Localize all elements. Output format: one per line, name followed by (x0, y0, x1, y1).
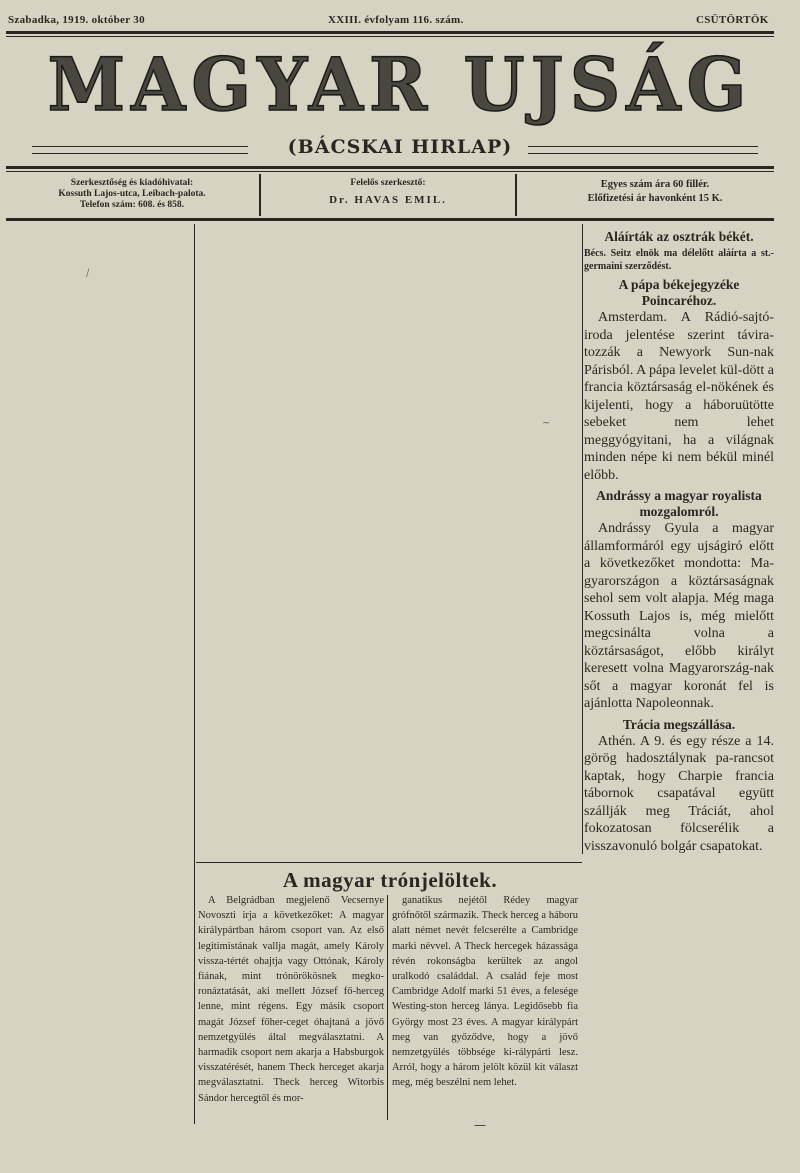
stray-mark: ~ (542, 418, 551, 429)
bottom-article-column-2: ganatikus nejétől Rédey magyar grófnőtől származik. Theck herceg a háboru alatt német nevét felcserélte a Cambridge marki névvel. A Theck hercegek házassága révén rokonságba kerültek az angol uralkodó családdal. A család feje most Cambridge Adolf marki 51 éves, a felesége Westing-ston herceg lánya. Legidősebb fia György most 23 éves. A magyar királypárt meg van győződve, hogy a jövő nemzetgyülés többsége ki-rálypárti lesz. Arról, hogy a három jelölt közül kit választ meg, még beszélni nem lehet. (392, 895, 578, 1089)
issue-number: XXIII. évfolyam 116. szám. (328, 14, 464, 26)
top-rule (6, 31, 774, 34)
masthead-subtitle: (BÁCSKAI HIRLAP) (287, 136, 513, 158)
office-info (14, 178, 250, 211)
price-line-1: Egyes szám ára 60 fillér. (600, 179, 710, 190)
stray-mark-2: / (86, 268, 90, 279)
info-divider-2 (515, 174, 517, 216)
article-2-text: Amsterdam. A Rádió-sajtó-iroda jelentése szerint távira-tozzák a Newyork Sun-nak Párisból. A pápa levelet kül-dött a francia köztársaság el-nökének és kijelenti, hogy a háboruütötte sebeket nem lehet meggyógyitani, ha a világnak minden népe ki nem békül minél előbb. (584, 310, 774, 483)
bottom-article-title: A magyar trónjelöltek. (282, 868, 498, 892)
info-divider-1 (259, 174, 261, 216)
right-column (584, 229, 774, 857)
price-line-2: Előfizetési ár havonként 15 K. (587, 193, 723, 204)
bottom-article-top-rule (196, 862, 582, 863)
article-4-text: Athén. A 9. és egy része a 14. görög hadosztálynak pa-rancsot kaptak, hogy Charpie francia tábornok csapatával együtt szállják meg Tráciát, ahol fokozatosan fölcserélik a visszavonuló bolgár csapatokat. (584, 733, 774, 854)
editor-info (266, 178, 510, 206)
top-rule-thin (6, 36, 774, 37)
header-rule-thin (6, 171, 774, 172)
editor-name: Dr. HAVAS EMIL. (329, 194, 447, 206)
article-2-title: A pápa békejegyzéke Poincaréhoz. (618, 277, 740, 308)
price-info (520, 178, 790, 206)
bottom-article-divider (387, 895, 388, 1120)
office-line-2: Kossuth Lajos-utca, Leibach-palota. (58, 189, 206, 199)
ornament-right (528, 146, 758, 154)
bottom-article-column-1: A Belgrádban megjelenő Vecsernye Novoszti irja a következőket: A magyar királypártban három csoport van. Az első legitimistának vallja magát, amely Károly vissza-tértét ohajtja vagy Ottónak, Károly fiának, mint trónörökösnek megko-ronáztatását, aki mellett József fő-herceg lenne, mint régens. Egy másik csoport magát József főher-ceget óhajtaná a jövő nemzetgyülés által megválasztatni. A harmadik csoport nem akarja a Habsburgok visszatérését, hanem Theck herceget akarja megválasztatni. Theck herceg Witorbis Sándor hercegtől és mor- (198, 895, 384, 1104)
issue-weekday: CSÜTÖRTÖK (696, 14, 769, 26)
column-divider-left (194, 224, 195, 1124)
info-rule (6, 218, 774, 221)
article-4-title: Trácia megszállása. (622, 716, 736, 732)
ornament-left (32, 146, 248, 154)
office-line-3: Telefon szám: 608. és 858. (79, 200, 185, 210)
article-1-title: Aláírták az osztrák békét. (604, 229, 754, 244)
article-3-title: Andrássy a magyar royalista mozgalomról. (596, 488, 762, 519)
office-line-1: Szerkesztőség és kiadóhivatal: (70, 178, 194, 188)
end-dash: — (474, 1118, 486, 1132)
masthead-title: MAGYAR UJSÁG (47, 40, 753, 129)
editor-label: Felelős szerkesztő: (350, 178, 426, 188)
article-3-text: Andrássy Gyula a magyar államformáról egy ujságiró előtt a következőket mondotta: Ma-gyarországon a köztársaságnak sehol sem volt alapja. Még maga Kossuth Lajos is, még mielőtt megcsinálta volna a köztársaságot, előbb királyt keresett volna Magyarország-nak sőt a magyar koronát fel is ajánlotta Napoleonnak. (584, 521, 774, 711)
issue-date: Szabadka, 1919. október 30 (8, 14, 145, 26)
header-rule (6, 166, 774, 169)
column-divider-right (582, 224, 583, 854)
article-1-text: Bécs. Seitz elnök ma délelőtt aláírta a st.-germaini szerződést. (584, 248, 774, 272)
